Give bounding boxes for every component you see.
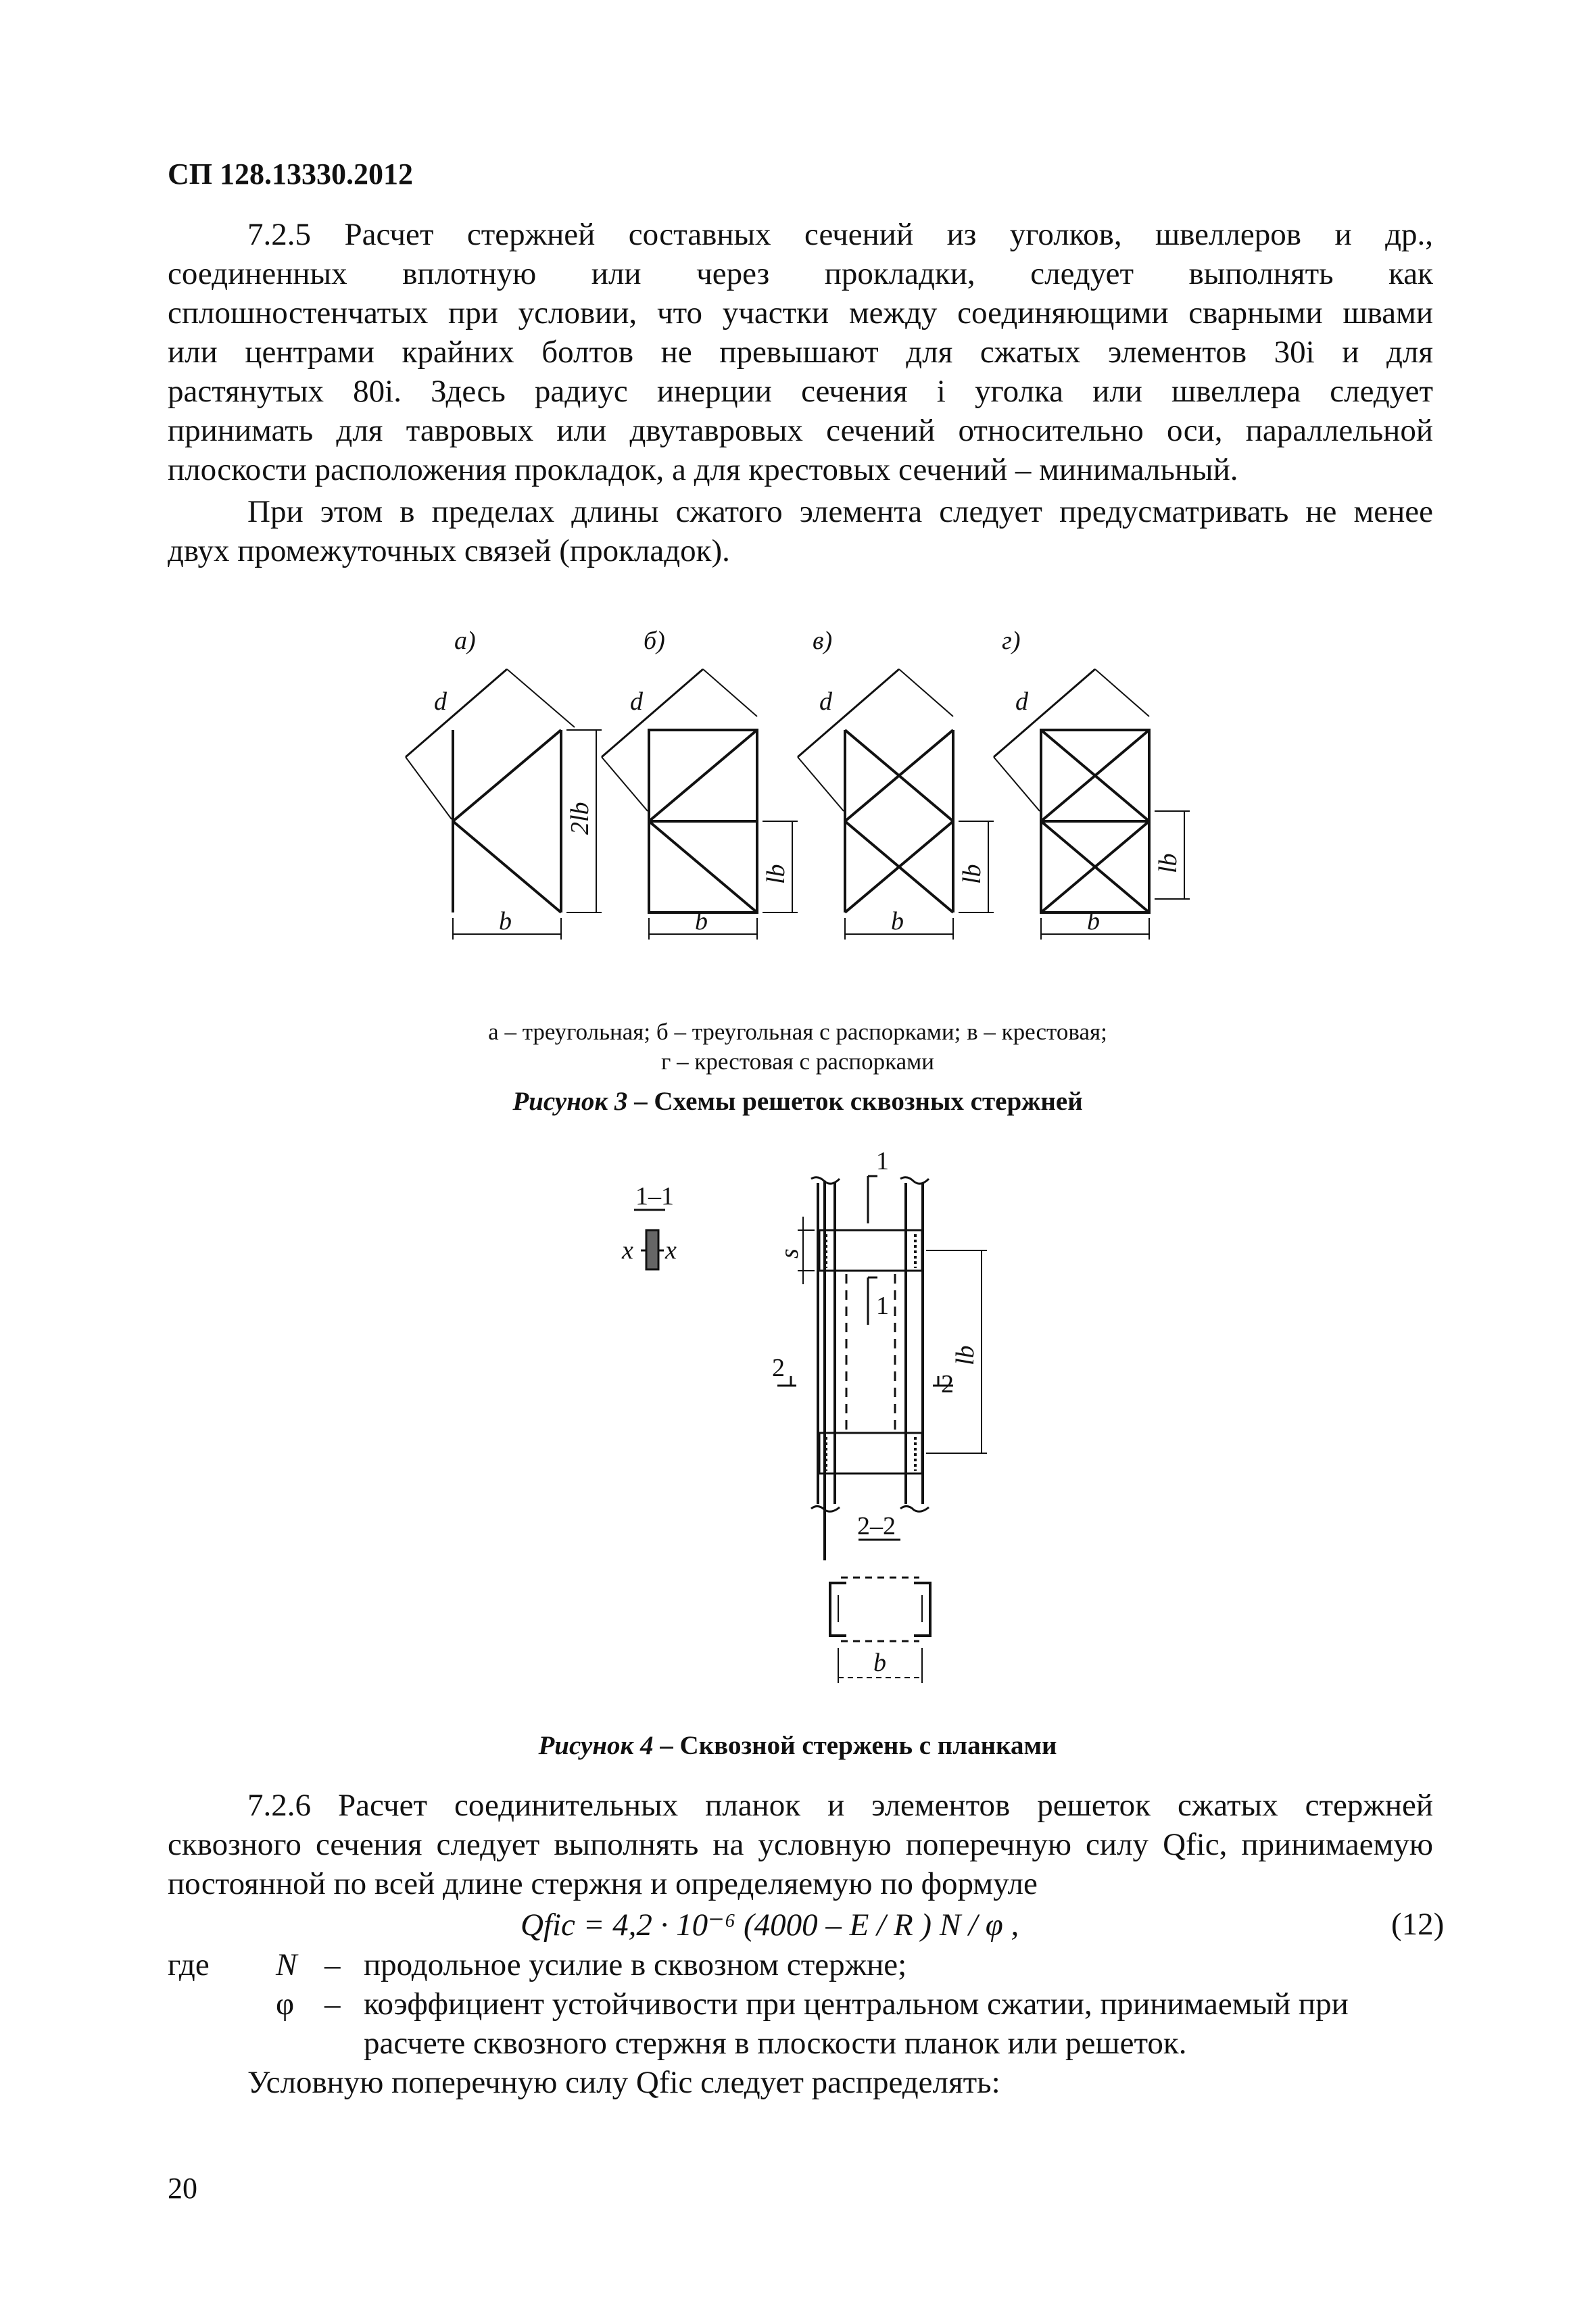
where-dash-phi: – [324,1987,341,2022]
where-word: где [168,1947,210,1982]
document-code: СП 128.13330.2012 [168,157,413,191]
text-line: сплошностенчатых при условии, что участки между соединяющими сварными швами [168,295,1433,331]
where-symbol-n: N [276,1947,297,1982]
cut-mark-1-bottom: 1 [876,1292,889,1320]
label-b: b [873,1649,886,1677]
axis-x-left: x [622,1236,633,1265]
diag-label-g: d [1015,687,1028,716]
width-label-b: b [695,907,708,935]
cut-mark-2-right: 2 [941,1370,954,1398]
figure-3-title-prefix: Рисунок 3 [512,1087,628,1116]
figure-3-caption-line1: а – треугольная; б – треугольная с распорками; в – крестовая; [488,1019,1107,1045]
diag-label-v: d [819,687,832,716]
text-line: принимать для тавровых или двутавровых сечений относительно оси, параллельной [168,413,1433,448]
panel-label-g: г) [1002,627,1021,655]
figure-3-title [324,1086,1271,1117]
text-line: сквозного сечения следует выполнять на условную поперечную силу Qfic, принимаемую [168,1827,1433,1862]
section-7-2-5-continuation [168,492,1433,570]
cut-mark-2-left: 2 [772,1354,785,1382]
text-line: соединенных вплотную или через прокладки, следует выполнять как [168,256,1433,291]
panel-label-v: в) [813,627,833,655]
where-text-phi: коэффициент устойчивости при центральном сжатии, принимаемый при [364,1987,1349,2022]
elevation [777,1176,987,1560]
width-label-g: b [1087,907,1100,935]
figure-4-title [324,1730,1271,1761]
width-label-a: b [499,907,512,935]
panel-label-b: б) [644,627,665,655]
section-2-2-label: 2–2 [857,1512,896,1540]
figure-3-title-text: – Схемы решеток сквозных стержней [627,1087,1083,1116]
where-text-phi-cont: расчете сквозного стержня в плоскости планок или решеток. [364,2026,1187,2061]
section-7-2-5 [168,215,1433,489]
height-label-v: lb [958,864,986,884]
figure-4-title-text: – Сквозной стержень с планками [653,1731,1057,1760]
figure-4-laced-member [595,1149,1068,1744]
page-number: 20 [168,2172,197,2205]
height-label-a: 2lb [566,802,594,835]
text-line: растянутых 80i. Здесь радиус инерции сечения i уголка или швеллера следует [168,374,1433,409]
diag-label-a: d [434,687,447,716]
height-label-g: lb [1154,853,1182,873]
text-line: плоскости расположения прокладок, а для крестовых сечений – минимальный. [168,452,1238,487]
width-label-v: b [891,907,904,935]
formula-12: Qfic = 4,2 · 10⁻⁶ (4000 – E / R ) N / φ , [521,1907,1019,1943]
section-1-1 [634,1210,665,1269]
formula-number: (12) [1391,1907,1445,1942]
text-line: При этом в пределах длины сжатого элемента следует предусматривать не менее [247,494,1433,529]
text-line: постоянной по всей длине стержня и определяемую по формуле [168,1866,1038,1901]
figure-3-lattice-schemes [379,608,1230,973]
panel-label-a: а) [454,627,476,655]
figure-4-title-prefix: Рисунок 4 [538,1731,654,1760]
where-dash-n: – [324,1947,341,1982]
label-s: s [775,1248,804,1259]
where-text-n: продольное усилие в сквозном стержне; [364,1947,907,1982]
text-line: 7.2.5 Расчет стержней составных сечений из уголков, швеллеров и др., [247,217,1433,252]
figure-3-caption-line2: г – крестовая с распорками [660,1048,935,1075]
height-label-b: lb [762,864,790,884]
section-1-1-label: 1–1 [635,1182,674,1211]
last-line: Условную поперечную силу Qfic следует распределять: [247,2065,1000,2100]
diag-label-b: d [630,687,643,716]
axis-x-right: x [665,1236,677,1265]
where-symbol-phi: φ [276,1987,295,2022]
text-line: или центрами крайних болтов не превышают для сжатых элементов 30i и для [168,335,1433,370]
cut-mark-1-top: 1 [876,1149,889,1175]
text-line: двух промежуточных связей (прокладок). [168,533,730,568]
text-line: 7.2.6 Расчет соединительных планок и элементов решеток сжатых стержней [247,1788,1433,1823]
label-lb: lb [951,1345,980,1365]
section-7-2-6 [168,1786,1433,1903]
